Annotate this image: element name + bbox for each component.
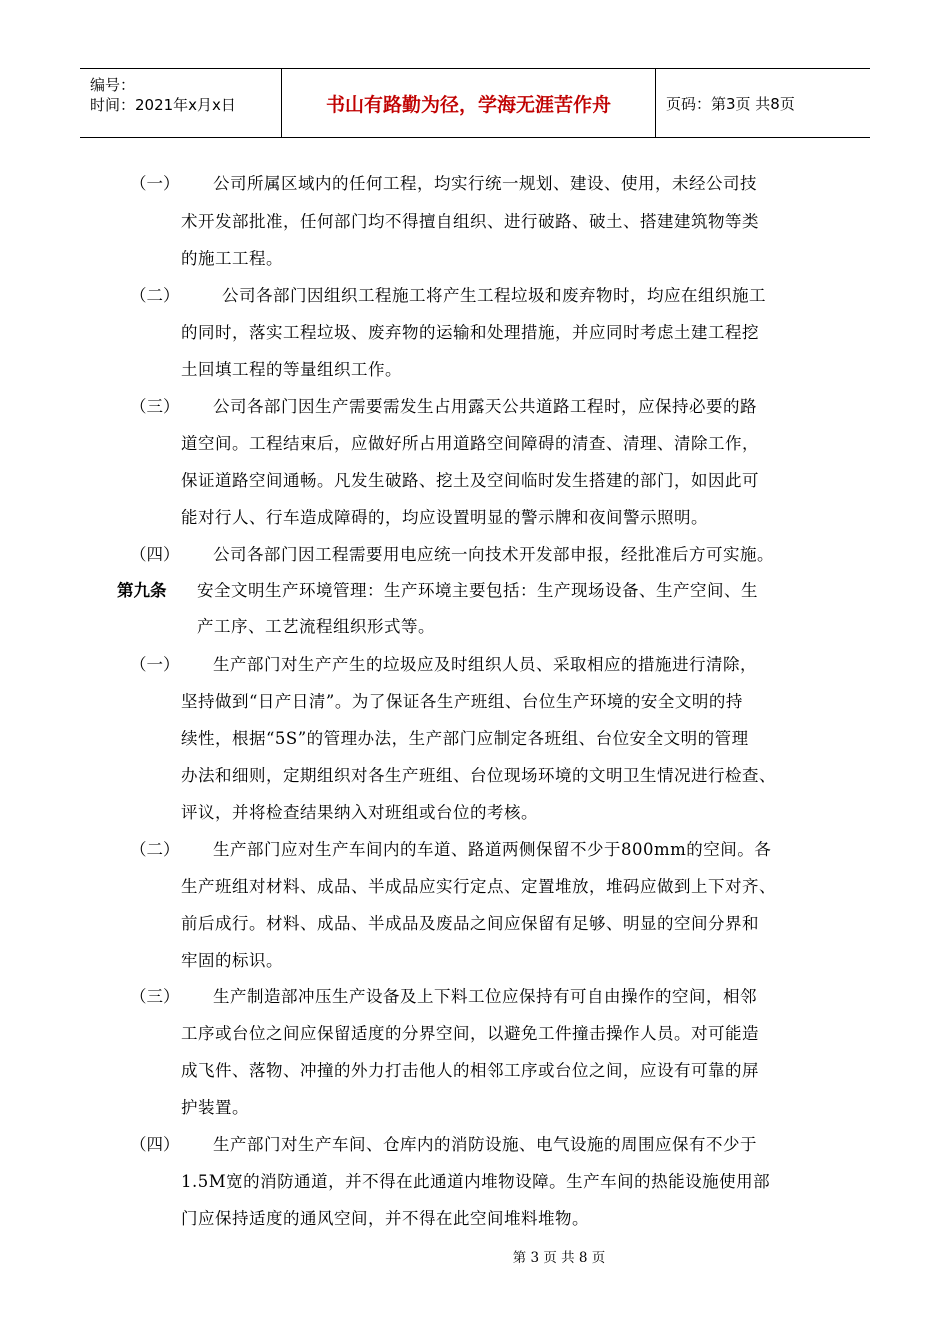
paragraph-line: 生产部门应对生产车间内的车道、路道两侧保留不少于800mm的空间。各 — [213, 840, 772, 859]
paragraph-line: 的施工工程。 — [181, 249, 283, 268]
paragraph-line: 牢固的标识。 — [181, 951, 283, 970]
section-label: （二） — [130, 286, 180, 305]
page-footer — [0, 1246, 950, 1266]
header-page-number: 页码：第3页 共8页 — [666, 94, 795, 113]
paragraph-line: 前后成行。材料、成品、半成品及废品之间应保留有足够、明显的空间分界和 — [181, 914, 759, 933]
paragraph-line: 安全文明生产环境管理：生产环境主要包括：生产现场设备、生产空间、生 — [197, 581, 758, 600]
section-label: （二） — [130, 840, 180, 859]
paragraph-line: 公司各部门因组织工程施工将产生工程垃圾和废弃物时，均应在组织施工 — [222, 286, 766, 305]
footer-page-number: 第 3 页 共 8 页 — [512, 1250, 606, 1266]
header-motto: 书山有路勤为径，学海无涯苦作舟 — [282, 69, 656, 137]
paragraph-line: 能对行人、行车造成障碍的，均应设置明显的警示牌和夜间警示照明。 — [181, 508, 708, 527]
section-label: （三） — [130, 987, 180, 1006]
paragraph-line: 道空间。工程结束后，应做好所占用道路空间障碍的清查、清理、清除工作， — [181, 434, 759, 453]
paragraph-line: 办法和细则，定期组织对各生产班组、台位现场环境的文明卫生情况进行检查、 — [181, 766, 776, 785]
article-label: 第九条 — [117, 581, 167, 600]
paragraph-line: 门应保持适度的通风空间，并不得在此空间堆料堆物。 — [181, 1209, 589, 1228]
paragraph-line: 产工序、工艺流程组织形式等。 — [197, 617, 435, 636]
paragraph-line: 土回填工程的等量组织工作。 — [181, 360, 402, 379]
paragraph-line: 续性，根据“5S”的管理办法，生产部门应制定各班组、台位安全文明的管理 — [181, 729, 749, 748]
section-label: （一） — [130, 174, 180, 193]
paragraph-line: 生产部门对生产车间、仓库内的消防设施、电气设施的周围应保有不少于 — [213, 1135, 757, 1154]
section-label: （一） — [130, 655, 180, 674]
paragraph-line: 工序或台位之间应保留适度的分界空间，以避免工件撞击操作人员。对可能造 — [181, 1024, 759, 1043]
paragraph-line: 评议，并将检查结果纳入对班组或台位的考核。 — [181, 803, 538, 822]
paragraph-line: 的同时，落实工程垃圾、废弃物的运输和处理措施，并应同时考虑土建工程挖 — [181, 323, 759, 342]
paragraph-line: 护装置。 — [181, 1098, 249, 1117]
paragraph-line: 生产制造部冲压生产设备及上下料工位应保持有可自由操作的空间，相邻 — [213, 987, 757, 1006]
header-meta — [80, 69, 282, 137]
paragraph-line: 公司所属区域内的任何工程，均实行统一规划、建设、使用，未经公司技 — [213, 174, 757, 193]
paragraph-line: 公司各部门因生产需要需发生占用露天公共道路工程时，应保持必要的路 — [213, 397, 757, 416]
paragraph-line: 公司各部门因工程需要用电应统一向技术开发部申报，经批准后方可实施。 — [213, 545, 774, 564]
paragraph-line: 1.5M宽的消防通道，并不得在此通道内堆物设障。生产车间的热能设施使用部 — [181, 1172, 771, 1191]
page-header — [80, 68, 870, 138]
section-label: （三） — [130, 397, 180, 416]
paragraph-line: 术开发部批准，任何部门均不得擅自组织、进行破路、破土、搭建建筑物等类 — [181, 212, 759, 231]
document-number-label: 编号： — [90, 76, 136, 94]
section-label: （四） — [130, 545, 180, 564]
paragraph-line: 保证道路空间通畅。凡发生破路、挖土及空间临时发生搭建的部门，如因此可 — [181, 471, 759, 490]
section-label: （四） — [130, 1135, 180, 1154]
paragraph-line: 生产部门对生产产生的垃圾应及时组织人员、采取相应的措施进行清除， — [213, 655, 757, 674]
paragraph-line: 成飞件、落物、冲撞的外力打击他人的相邻工序或台位之间，应设有可靠的屏 — [181, 1061, 759, 1080]
paragraph-line: 生产班组对材料、成品、半成品应实行定点、定置堆放，堆码应做到上下对齐、 — [181, 877, 776, 896]
paragraph-line: 坚持做到“日产日清”。为了保证各生产班组、台位生产环境的安全文明的持 — [181, 692, 743, 711]
document-time-label: 时间：2021年x月x日 — [90, 96, 236, 114]
